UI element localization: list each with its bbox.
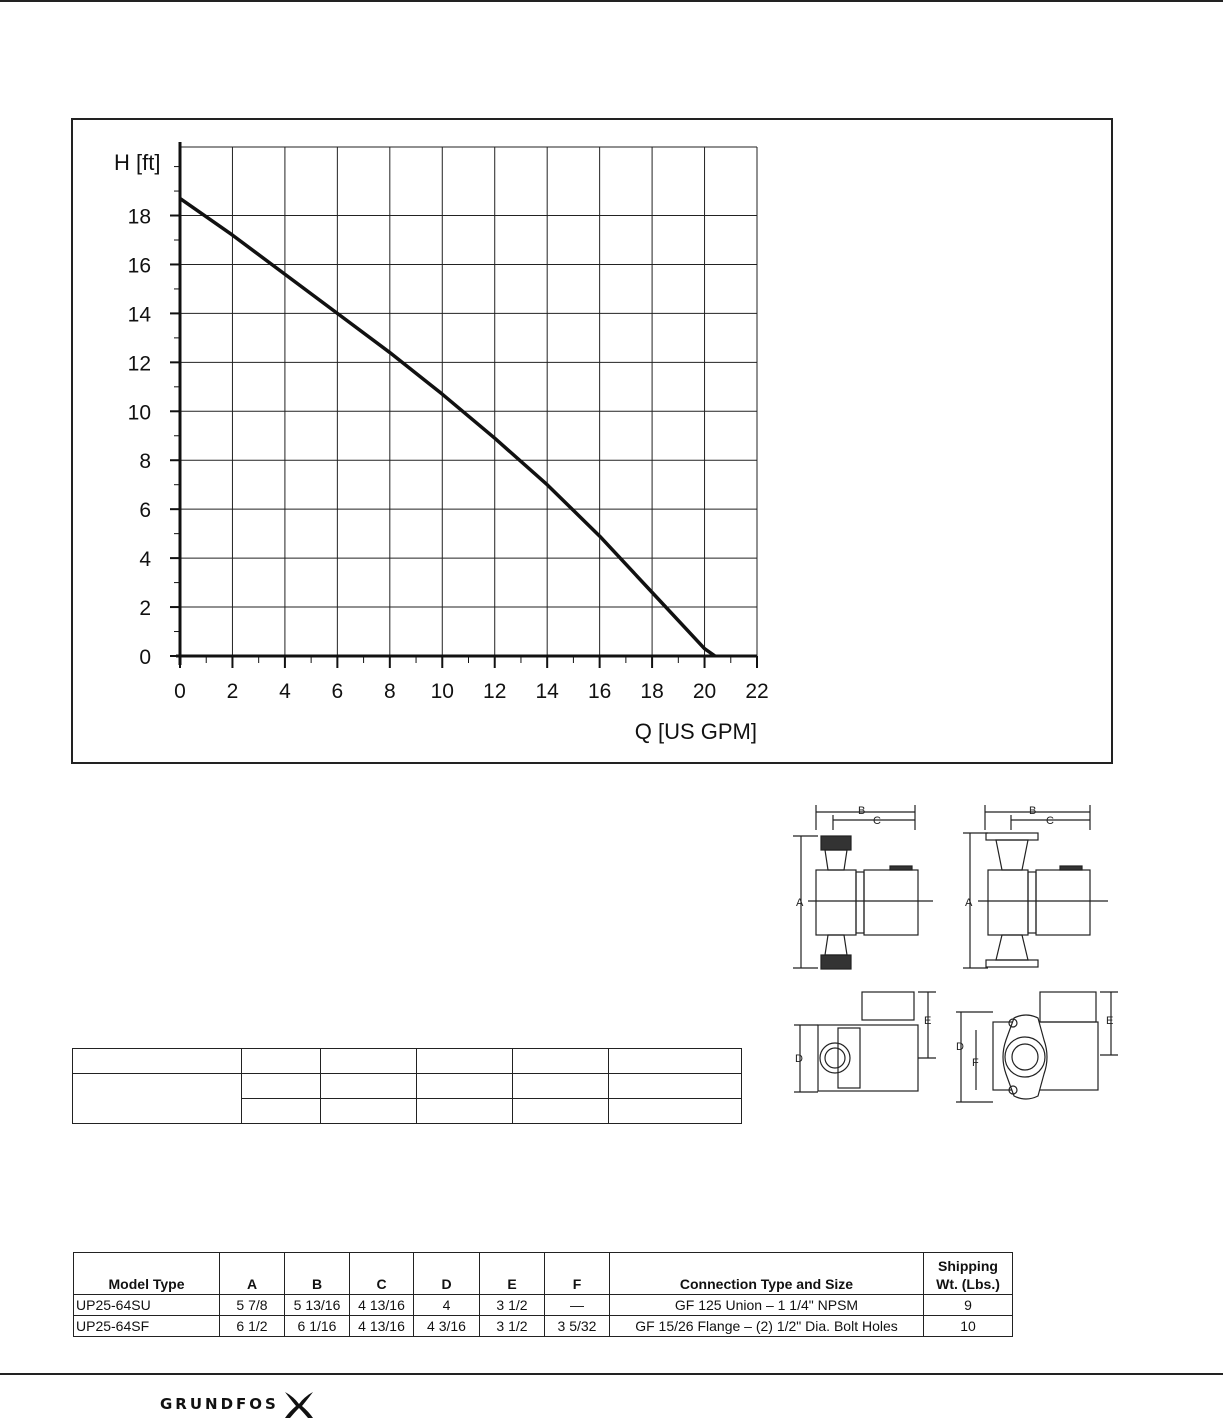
x-tick-label: 10 xyxy=(430,680,454,703)
pump-curve-chart xyxy=(71,118,1113,764)
cell-weight: 10 xyxy=(924,1316,1013,1337)
table-row xyxy=(74,1295,1013,1316)
x-axis-label: Q [US GPM] xyxy=(634,719,757,744)
x-tick-label: 14 xyxy=(535,680,559,703)
top-rule xyxy=(0,0,1223,2)
x-tick-label: 18 xyxy=(640,680,664,703)
blank-cell xyxy=(73,1074,242,1124)
y-tick-label: 16 xyxy=(127,254,151,278)
cell-weight: 9 xyxy=(924,1295,1013,1316)
blank-cell xyxy=(417,1074,513,1099)
cell-model: UP25-64SF xyxy=(74,1316,220,1337)
cell-d: 4 xyxy=(414,1295,480,1316)
blank-cell xyxy=(242,1049,321,1074)
y-axis-label: H [ft] xyxy=(114,150,161,175)
dim-label-e-flange: E xyxy=(1106,1015,1114,1027)
cell-a: 5 7/8 xyxy=(220,1295,285,1316)
dim-label-e-union: E xyxy=(924,1015,932,1027)
blank-cell xyxy=(513,1074,609,1099)
blank-cell xyxy=(609,1074,742,1099)
header-shipping-weight: Shipping Wt. (Lbs.) xyxy=(924,1253,1013,1295)
blank-cell xyxy=(609,1049,742,1074)
blank-cell xyxy=(73,1049,242,1074)
header-model-type: Model Type xyxy=(74,1253,220,1295)
header-f: F xyxy=(545,1253,610,1295)
x-tick-label: 20 xyxy=(692,680,717,703)
blank-cell xyxy=(513,1099,609,1124)
blank-cell xyxy=(417,1049,513,1074)
blank-cell xyxy=(242,1074,321,1099)
blank-cell xyxy=(513,1049,609,1074)
blank-cell xyxy=(321,1074,417,1099)
cell-f: 3 5/32 xyxy=(545,1316,610,1337)
x-tick-label: 12 xyxy=(483,680,507,703)
header-e: E xyxy=(480,1253,545,1295)
y-tick-label: 18 xyxy=(127,205,151,229)
x-tick-label: 22 xyxy=(745,680,769,703)
blank-cell xyxy=(321,1049,417,1074)
dim-label-a-flange: A xyxy=(965,897,973,909)
dim-label-b-union: B xyxy=(858,805,866,817)
table-header-row xyxy=(74,1253,1013,1295)
pump-curve-line xyxy=(180,198,715,656)
cell-a: 6 1/2 xyxy=(220,1316,285,1337)
dim-label-f-flange: F xyxy=(972,1057,979,1069)
y-tick-label: 8 xyxy=(139,450,151,474)
grundfos-mark-icon xyxy=(279,1388,319,1420)
cell-b: 5 13/16 xyxy=(285,1295,350,1316)
dim-label-d-union: D xyxy=(795,1053,803,1065)
y-tick-label: 6 xyxy=(139,499,151,523)
y-tick-label: 4 xyxy=(139,548,151,572)
dim-label-d-flange: D xyxy=(956,1041,964,1053)
y-tick-label: 0 xyxy=(139,646,151,669)
table-row xyxy=(74,1316,1013,1337)
y-tick-label: 10 xyxy=(127,401,151,425)
x-tick-label: 4 xyxy=(279,680,291,703)
dim-label-b-flange: B xyxy=(1029,805,1037,817)
blank-cell xyxy=(242,1099,321,1124)
cell-e: 3 1/2 xyxy=(480,1295,545,1316)
x-tick-label: 16 xyxy=(587,680,612,703)
blank-cell xyxy=(417,1099,513,1124)
dim-label-a-union: A xyxy=(796,897,804,909)
x-tick-label: 6 xyxy=(331,680,344,703)
y-tick-label: 2 xyxy=(139,597,151,621)
cell-model: UP25-64SU xyxy=(74,1295,220,1316)
dim-label-c-flange: C xyxy=(1046,815,1054,827)
y-tick-label: 14 xyxy=(127,303,151,327)
header-connection: Connection Type and Size xyxy=(610,1253,924,1295)
blank-cell xyxy=(321,1099,417,1124)
header-c: C xyxy=(350,1253,414,1295)
pump-dimension-drawings xyxy=(778,800,1123,1105)
dim-label-c-union: C xyxy=(873,815,881,827)
pump-curve-svg xyxy=(73,120,1113,764)
header-b: B xyxy=(285,1253,350,1295)
x-tick-label: 0 xyxy=(174,680,186,703)
cell-d: 4 3/16 xyxy=(414,1316,480,1337)
x-tick-label: 8 xyxy=(383,680,396,703)
blank-table xyxy=(72,1048,742,1124)
cell-c: 4 13/16 xyxy=(350,1295,414,1316)
grundfos-logo xyxy=(160,1388,319,1420)
blank-cell xyxy=(609,1099,742,1124)
header-a: A xyxy=(220,1253,285,1295)
bottom-rule xyxy=(0,1373,1223,1375)
cell-connection: GF 125 Union – 1 1/4" NPSM xyxy=(610,1295,924,1316)
header-d: D xyxy=(414,1253,480,1295)
dimensions-spec-table xyxy=(73,1252,1013,1337)
cell-e: 3 1/2 xyxy=(480,1316,545,1337)
x-tick-label: 2 xyxy=(226,680,239,703)
cell-f: — xyxy=(545,1295,610,1316)
y-tick-label: 12 xyxy=(127,352,151,376)
cell-c: 4 13/16 xyxy=(350,1316,414,1337)
cell-b: 6 1/16 xyxy=(285,1316,350,1337)
cell-connection: GF 15/26 Flange – (2) 1/2" Dia. Bolt Holes xyxy=(610,1316,924,1337)
logo-wordmark: GRUNDFOS xyxy=(160,1395,279,1413)
